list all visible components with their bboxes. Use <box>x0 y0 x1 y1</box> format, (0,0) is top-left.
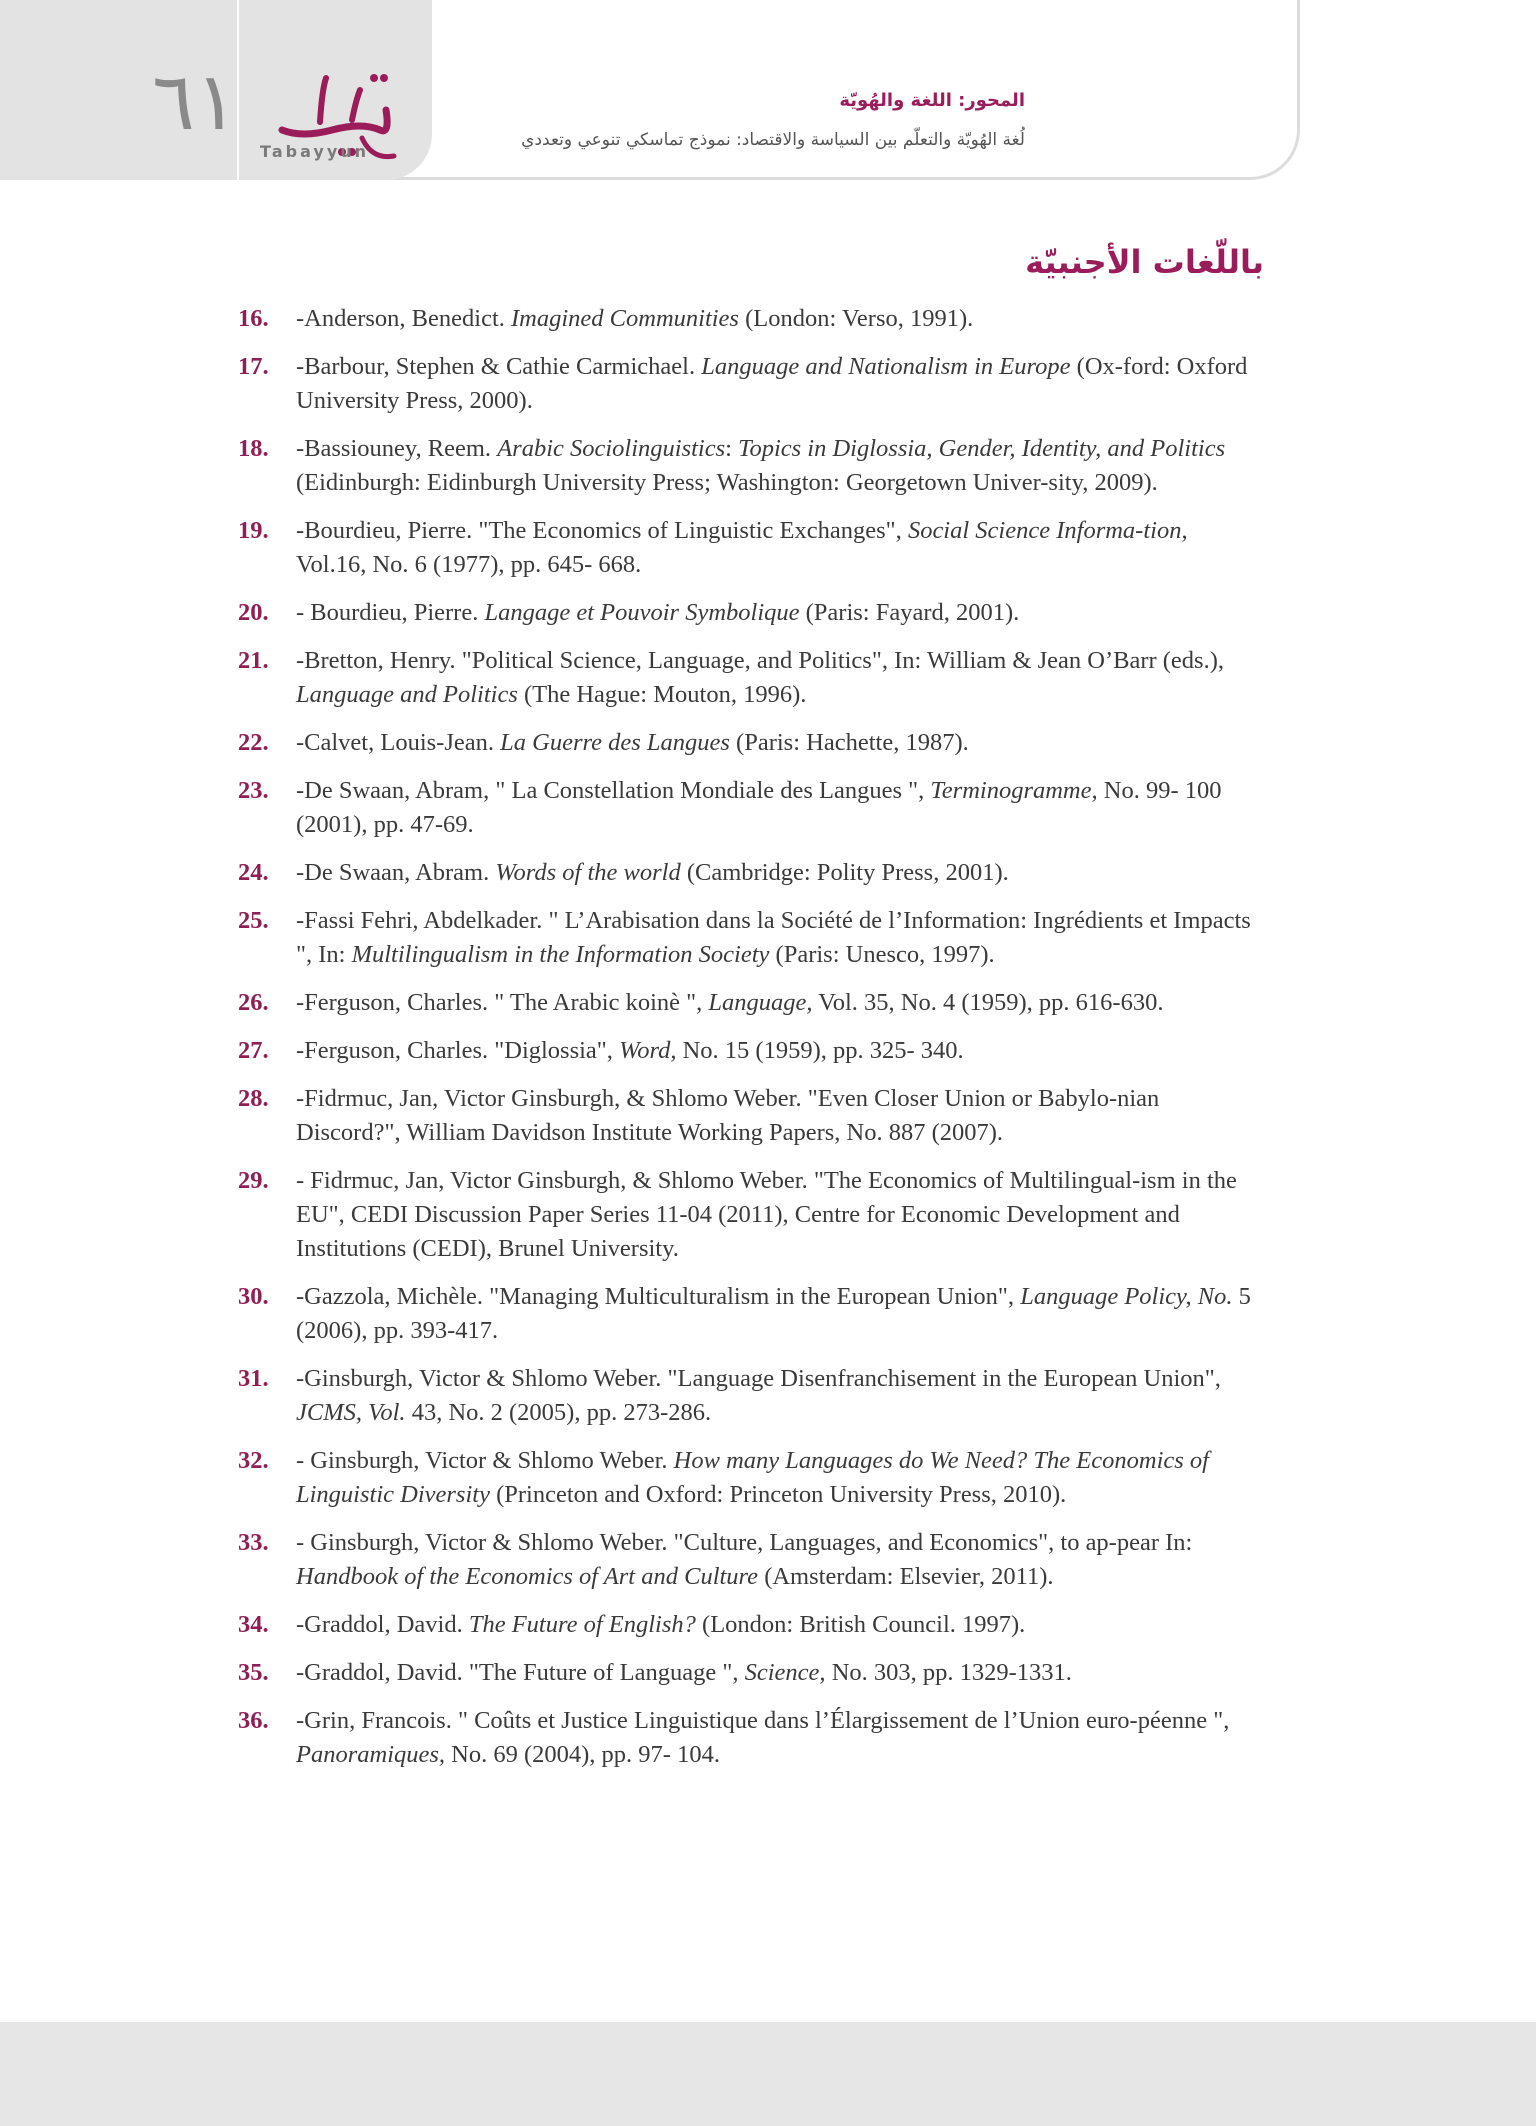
reference-text <box>296 1656 1260 1690</box>
reference-text <box>296 302 1260 336</box>
reference-text <box>296 350 1260 418</box>
reference-text <box>296 1082 1260 1150</box>
page-header <box>0 0 1300 180</box>
reference-text-segment: (Paris: Fayard, 2001). <box>799 599 1020 626</box>
reference-text-segment: 43, No. 2 (2005), pp. 273-286. <box>405 1399 712 1426</box>
reference-title-italic: La Guerre des Langues <box>500 729 730 756</box>
reference-title-italic: Words of the world <box>495 859 681 886</box>
reference-text-segment: - Fidrmuc, Jan, Victor Ginsburgh, & Shlomo Weber. "The Economics of Multilingual-ism in the EU", CEDI Discussion Paper Series 11-04 (2011), Centre for Economic Development and Institutions (CEDI), Brunel University. <box>296 1167 1237 1262</box>
reference-number: 22. <box>238 729 269 756</box>
reference-text <box>296 774 1260 842</box>
reference-list <box>238 302 1260 1786</box>
reference-text <box>296 856 1260 890</box>
logo-latin-text: Tabayyun <box>260 142 370 161</box>
reference-text-segment: -De Swaan, Abram, " La Constellation Mondiale des Langues ", <box>296 777 931 804</box>
reference-number: 17. <box>238 353 269 380</box>
reference-number: 25. <box>238 907 269 934</box>
reference-number: 29. <box>238 1167 269 1194</box>
reference-text <box>296 514 1260 582</box>
reference-number: 32. <box>238 1447 269 1474</box>
reference-item <box>238 1444 1260 1512</box>
reference-text-segment: -Bourdieu, Pierre. "The Economics of Linguistic Exchanges", <box>296 517 908 544</box>
reference-number: 26. <box>238 989 269 1016</box>
reference-text <box>296 1608 1260 1642</box>
reference-text <box>296 644 1260 712</box>
reference-text-segment: Vol. 35, No. 4 (1959), pp. 616-630. <box>812 989 1164 1016</box>
header-subtitle: لُغة الهُويّة والتعلّم بين السياسة والاقتصاد: نموذج تماسكي تنوعي وتعددي <box>521 130 1025 150</box>
reference-title-italic: Arabic Sociolinguistics <box>497 435 726 462</box>
reference-text-segment: - Bourdieu, Pierre. <box>296 599 485 626</box>
reference-text <box>296 1280 1260 1348</box>
reference-title-italic: Science, <box>744 1659 826 1686</box>
reference-title-italic: Topics in Diglossia, Gender, Identity, and Politics <box>738 435 1226 462</box>
reference-text-segment: -Graddol, David. "The Future of Language ", <box>296 1659 745 1686</box>
reference-text <box>296 1444 1260 1512</box>
reference-text-segment: -Ferguson, Charles. "Diglossia", <box>296 1037 620 1064</box>
reference-text-segment: : <box>725 435 739 462</box>
reference-title-italic: Handbook of the Economics of Art and Culture <box>296 1563 759 1590</box>
reference-number: 35. <box>238 1659 269 1686</box>
logo-panel <box>0 0 432 180</box>
reference-item <box>238 986 1260 1020</box>
reference-item <box>238 1362 1260 1430</box>
reference-text-segment: (Ox-ford: Oxford University Press, 2000). <box>296 353 1248 414</box>
reference-text-segment: (London: Verso, 1991). <box>738 305 974 332</box>
reference-title-italic: Panoramiques, <box>296 1741 446 1768</box>
reference-title-italic: Terminogramme, <box>930 777 1098 804</box>
reference-text-segment: No. 303, pp. 1329-1331. <box>825 1659 1072 1686</box>
reference-text-segment: No. 99- 100 (2001), pp. 47-69. <box>296 777 1222 838</box>
reference-item <box>238 350 1260 418</box>
reference-text-segment: -Barbour, Stephen & Cathie Carmichael. <box>296 353 702 380</box>
reference-text-segment: -De Swaan, Abram. <box>296 859 496 886</box>
reference-text-segment: (Eidinburgh: Eidinburgh University Press; Washington: Georgetown Univer-sity, 2009). <box>296 469 1158 496</box>
reference-item <box>238 904 1260 972</box>
reference-text <box>296 1704 1260 1772</box>
reference-text-segment: -Calvet, Louis-Jean. <box>296 729 501 756</box>
reference-number: 16. <box>238 305 269 332</box>
reference-item <box>238 1704 1260 1772</box>
reference-item <box>238 774 1260 842</box>
reference-number: 34. <box>238 1611 269 1638</box>
reference-title-italic: Imagined Communities <box>511 305 739 332</box>
reference-item <box>238 1656 1260 1690</box>
reference-text <box>296 432 1260 500</box>
reference-title-italic: Langage et Pouvoir Symbolique <box>484 599 800 626</box>
reference-text-segment: (The Hague: Mouton, 1996). <box>517 681 807 708</box>
reference-text-segment: (London: British Council. 1997). <box>695 1611 1026 1638</box>
reference-item <box>238 644 1260 712</box>
reference-text-segment: -Ginsburgh, Victor & Shlomo Weber. "Language Disenfranchisement in the European Union", <box>296 1365 1221 1392</box>
reference-title-italic: Social Science Informa-tion <box>907 517 1182 544</box>
header-kicker: المحور: اللغة والهُويّة <box>839 90 1025 111</box>
reference-text-segment: -Ferguson, Charles. " The Arabic koinè ", <box>296 989 709 1016</box>
reference-number: 23. <box>238 777 269 804</box>
reference-text-segment: - Ginsburgh, Victor & Shlomo Weber. <box>296 1447 674 1474</box>
reference-text-segment: No. 69 (2004), pp. 97- 104. <box>445 1741 720 1768</box>
reference-item <box>238 514 1260 582</box>
reference-text <box>296 1362 1260 1430</box>
reference-item <box>238 1526 1260 1594</box>
reference-text <box>296 1164 1260 1266</box>
reference-title-italic: Word, <box>619 1037 677 1064</box>
reference-title-italic: JCMS, Vol. <box>296 1399 406 1426</box>
reference-text <box>296 1034 1260 1068</box>
reference-title-italic: Language and Nationalism in Europe <box>701 353 1071 380</box>
reference-number: 21. <box>238 647 269 674</box>
reference-text-segment: -Anderson, Benedict. <box>296 305 511 332</box>
reference-number: 36. <box>238 1707 269 1734</box>
reference-number: 28. <box>238 1085 269 1112</box>
reference-text-segment: (Amsterdam: Elsevier, 2011). <box>758 1563 1054 1590</box>
reference-item <box>238 1164 1260 1266</box>
reference-item <box>238 1034 1260 1068</box>
page-number: ٦١ <box>152 55 238 148</box>
reference-number: 31. <box>238 1365 269 1392</box>
reference-number: 18. <box>238 435 269 462</box>
reference-number: 30. <box>238 1283 269 1310</box>
reference-text <box>296 596 1260 630</box>
reference-text <box>296 726 1260 760</box>
reference-number: 20. <box>238 599 269 626</box>
reference-text-segment: - Ginsburgh, Victor & Shlomo Weber. "Culture, Languages, and Economics", to ap-pear In: <box>296 1529 1193 1556</box>
reference-title-italic: Language and Politics <box>296 681 518 708</box>
reference-text <box>296 1526 1260 1594</box>
reference-text-segment: (Paris: Unesco, 1997). <box>769 941 995 968</box>
reference-text-segment: (Cambridge: Polity Press, 2001). <box>680 859 1009 886</box>
reference-text-segment: 5 (2006), pp. 393-417. <box>296 1283 1251 1344</box>
reference-text-segment: (Princeton and Oxford: Princeton University Press, 2010). <box>489 1481 1067 1508</box>
reference-item <box>238 1608 1260 1642</box>
reference-text-segment: No. 15 (1959), pp. 325- 340. <box>676 1037 964 1064</box>
reference-item <box>238 432 1260 500</box>
reference-item <box>238 726 1260 760</box>
reference-text-segment: -Bretton, Henry. "Political Science, Language, and Politics", In: William & Jean O’Barr (eds.), <box>296 647 1224 674</box>
reference-item <box>238 1082 1260 1150</box>
reference-item <box>238 856 1260 890</box>
reference-text-segment: -Bassiouney, Reem. <box>296 435 498 462</box>
reference-text-segment: -Grin, Francois. " Coûts et Justice Linguistique dans l’Élargissement de l’Union euro-péenne ", <box>296 1707 1230 1734</box>
reference-title-italic: Language Policy, No. <box>1020 1283 1233 1310</box>
reference-number: 33. <box>238 1529 269 1556</box>
reference-item <box>238 302 1260 336</box>
page-footer <box>0 2022 1536 2126</box>
reference-text-segment: -Graddol, David. <box>296 1611 469 1638</box>
reference-title-italic: The Future of English? <box>468 1611 696 1638</box>
reference-text <box>296 986 1260 1020</box>
reference-number: 24. <box>238 859 269 886</box>
reference-title-italic: Multilingualism in the Information Society <box>351 941 770 968</box>
reference-title-italic: How many Languages do We Need? The Economics of Linguistic Diversity <box>296 1447 1209 1508</box>
reference-text-segment: -Gazzola, Michèle. "Managing Multiculturalism in the European Union", <box>296 1283 1021 1310</box>
reference-item <box>238 596 1260 630</box>
reference-number: 27. <box>238 1037 269 1064</box>
section-title: باللّغات الأجنبيّة <box>1025 243 1264 281</box>
reference-text-segment: -Fidrmuc, Jan, Victor Ginsburgh, & Shlomo Weber. "Even Closer Union or Babylo-nian Discord?", William Davidson Institute Working Papers, No. 887 (2007). <box>296 1085 1160 1146</box>
reference-number: 19. <box>238 517 269 544</box>
reference-text <box>296 904 1260 972</box>
reference-title-italic: Language, <box>708 989 813 1016</box>
reference-text-segment: -Fassi Fehri, Abdelkader. " L’Arabisation dans la Société de l’Information: Ingrédients et Impacts ", In: <box>296 907 1251 968</box>
reference-text-segment: (Paris: Hachette, 1987). <box>729 729 969 756</box>
reference-text-segment: , Vol.16, No. 6 (1977), pp. 645- 668. <box>296 517 1188 578</box>
reference-item <box>238 1280 1260 1348</box>
